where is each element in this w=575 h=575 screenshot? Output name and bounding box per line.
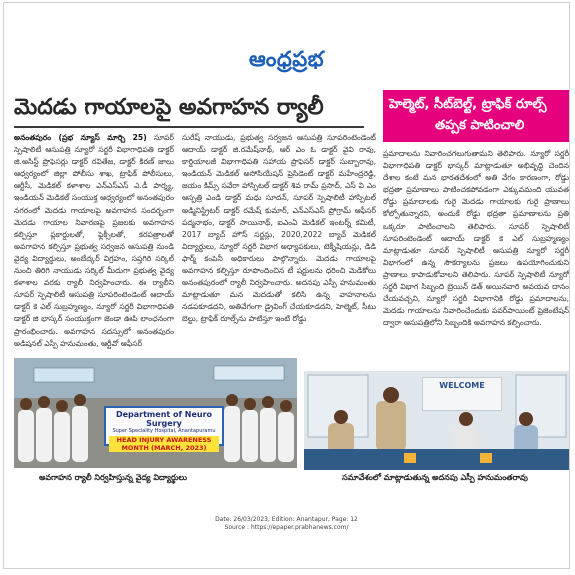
side-headline [383, 90, 569, 142]
meeting-photo-caption: సమావేశంలో మాట్లాడుతున్న అదనపు ఎస్పీ హనుమంతరావు [342, 473, 528, 482]
welcome-screen [422, 377, 502, 411]
banner-subtitle: Super Speciality Hospital, Anantapuramu [112, 428, 216, 434]
article-column-3: ప్రమాదాలను నివారించగలుగుతామని తెలిపారు. న్యూరో సర్జరీ విభాగాధిపతి డాక్టర్ భాస్కర్ మాట్లాడుతూ అభివృద్ధి చెందిన దేశాల కంటే మన భారతదేశంలో అతి వేగం కారణంగా, రోడ్డు భద్రతా ప్రమాణాలు పాటించకపోవడంగా ఎక్కువమంది యువత రోడ్డు ప్రమాదాలకు గురై మెదడు గాయాలకు గురై ప్రాణాలు కోల్పోతున్నారని, అందుకే రోడ్డు భద్రతా ప్రమాణాలను ప్రతి ఒక్కరూ పాటించాలని తెలిపారు. సూపర్ స్పెషాలిటీ సూపరింటెండెంట్ ఆదాయ్ డాక్టర్ కె ఎల్ సుబ్రహ్మణ్యం మాట్లాడుతూ సూపర్ స్పెషాలిటీ ఆసుపత్రి న్యూరో సర్జరీ విభాగంలో ఉన్న సౌకర్యాలను ప్రజలు ఉపయోగించుకుని ప్రాణాలు కాపాడుకోవాలని తెలిపారు. సూపర్ స్పెషాలిటీ న్యూరో సర్జరీ విభాగ సిబ్బంది బ్రెయిన్ డెత్ అయినవారి అవయవ దానం చేయవచ్చని, న్యూరో సర్జరీ విభాగానికి రోడ్డు ప్రమాదాలను, మెదడు గాయాలను నివారించేందుకు పవర్‌పాయింట్ ప్రెజెంటేషన్ ద్వారా ఆసుపత్రిలోని సిబ్బందికి అవగాహన కల్పించారు. [383, 149, 569, 328]
footer-source-link[interactable]: Source : https://epaper.prabhanews.com/ [224, 524, 349, 531]
meeting-photo [304, 371, 569, 470]
article-text-col1: సూపర్ స్పెషాలిటీ ఆసుపత్రి న్యూరో సర్జరీ విభాగాధిపతి డాక్టర్ జి.అసిస్ట్ ప్రొఫెసర్లు డాక్టర్ రవితేజ, డాక్టర్ కిరణ్ జాలు ఆధ్వర్యంలో జిల్లా పోలీసు శాఖ, ట్రాఫిక్ పోలీసులు, ఆర్టీసీ, మెడికల్ కళాశాల ఎన్‌ఎస్‌ఎస్ ఎ.డీ పార్శ్య, ఇండియన్ మెడికల్ సంయుక్త ఆధ్వర్యంలో అనంతపురం నగరంలో మెదడు గాయాలపై అవగాహన సందర్భంగా మెదడు గాయాల నివారణపై ప్రజలకు అవగాహన కల్పిస్తూ ప్లకార్డులతో, ఫ్లెక్సీలతో, కరపత్రాలతో అవగాహన కల్పిస్తూ ప్రభుత్వ సర్వజన ఆసుపత్రి నుండి వైద్య విద్యార్థులు, అంబేద్కర్ విగ్రహం, సప్తగిరి సర్కిల్ నుంచి తిరిగి నాయుడు సర్కిల్ మీదుగా ప్రభుత్వ వైద్య కళాశాల వరకు ర్యాలీ నిర్వహించారు. ఈ ర్యాలీని సూపర్ స్పెషాలిటీ ఆసుపత్రి సూపరింటెండెంట్ ఆదాయ్ డాక్టర్ కె ఎల్ సుబ్రహ్మణ్యం, న్యూరో సర్జరీ విభాగాధిపతి డాక్టర్ జి భాస్కర్ సంయుక్తంగా జెండా ఊపి లాంఛనంగా ప్రారంభించారు. అవగాహన సదస్సులో అనంతపురం అడిషనల్ ఎస్పీ హనుమంతు, ఆర్టీవో ఆఫీసర్ [14, 133, 174, 348]
rally-photo-caption: అవగాహన ర్యాలీ నిర్వహిస్తున్న వైద్య విద్యార్థులు [39, 473, 187, 482]
rally-banner [104, 406, 224, 452]
article-dateline: అనంతపురం (ప్రభ న్యూస్ మార్చి 25) [14, 133, 147, 142]
newspaper-masthead: ఆంధ్రప్రభ [249, 47, 324, 71]
welcome-screen-text: WELCOME [439, 381, 485, 390]
side-headline-line2: తప్పక పాటించాలి [435, 118, 525, 133]
main-headline: మెదడు గాయాలపై అవగాహన ర్యాలీ [14, 90, 364, 128]
article-column-2: సురేష్ నాయుడు, ప్రభుత్వ సర్వజన ఆసుపత్రి సూపరింటెండెంట్ ఆదాయ్ డాక్టర్ జి.రమేష్‌నాథ్, ఆర్ ఎం ఓ డాక్టర్ వైవి రావు, కార్డియాలజీ విభాగాధిపతి సహాయ ప్రొఫెసర్ డాక్టర్ సుబ్బారావు, ఇండియన్ మెడికల్ అసోసియేషన్ ప్రెసిడెంట్ డాక్టర్ మహేంద్రరెడ్డి, జయం కిమ్స్ సవేరా హాస్పిటల్ డాక్టర్ శివ రామ్ ప్రసాద్, ఎస్ వి ఎం ఆస్పత్రి ఎండి డాక్టర్ మధు సూదన్, సూపర్ స్పెషాలిటీ హాస్పిటల్ అడ్మినిస్ట్రేటర్ డాక్టర్ రమేష్ కుమార్, ఎన్‌ఎస్‌ఎస్ ప్రోగ్రామ్ ఆఫీసర్ పద్మనాభం, డాక్టర్ సాయినాథ్, ఐఎంఏ మెడికల్ ఇంటర్న్ కమిటీ, 2017 బ్యాచ్ హౌస్ సర్జన్లు, 2020,2022 బ్యాచ్ మెడికల్ విద్యార్థులు, న్యూరో సర్జరీ విభాగ అధ్యాపకులు, టెక్నీషియన్లు, డిడి ఫార్మ్ కంపెనీ అధికారులు పాల్గొన్నారు. మెదడు గాయాలపై అవగాహన కల్పిస్తూ రూపొందించిన టీ షర్టులను ధరించి మెడికోలు అనంతపురంలో ర్యాలీ నిర్వహించారు. అదనపు ఎస్పీ హనుమంతు మాట్లాడుతూ మన మెదడుతో కలిసి ఉన్న వాహనాలను నడపకూడదని, అతివేగంగా డ్రైవింగ్ చేయకూడదని, హెల్మెట్, సీటు బెల్టు, ట్రాఫిక్ రూల్స్‌ను పాటిస్తూ ఇంటి రోడ్డు [182, 133, 376, 324]
article-column-1 [14, 132, 174, 354]
epaper-page [3, 2, 570, 569]
side-headline-line1: హెల్మెట్, సీట్‌బెల్ట్, ట్రాఫిక్ రూల్స్ [389, 97, 547, 112]
rally-photo [14, 358, 297, 468]
footer-date-edition: Date: 26/03/2023, Edition: Anantapur, Page: 12 [215, 516, 358, 523]
banner-event: HEAD INJURY AWARENESS MONTH (MARCH, 2023) [109, 436, 219, 452]
banner-title: Department of Neuro Surgery [115, 410, 213, 428]
